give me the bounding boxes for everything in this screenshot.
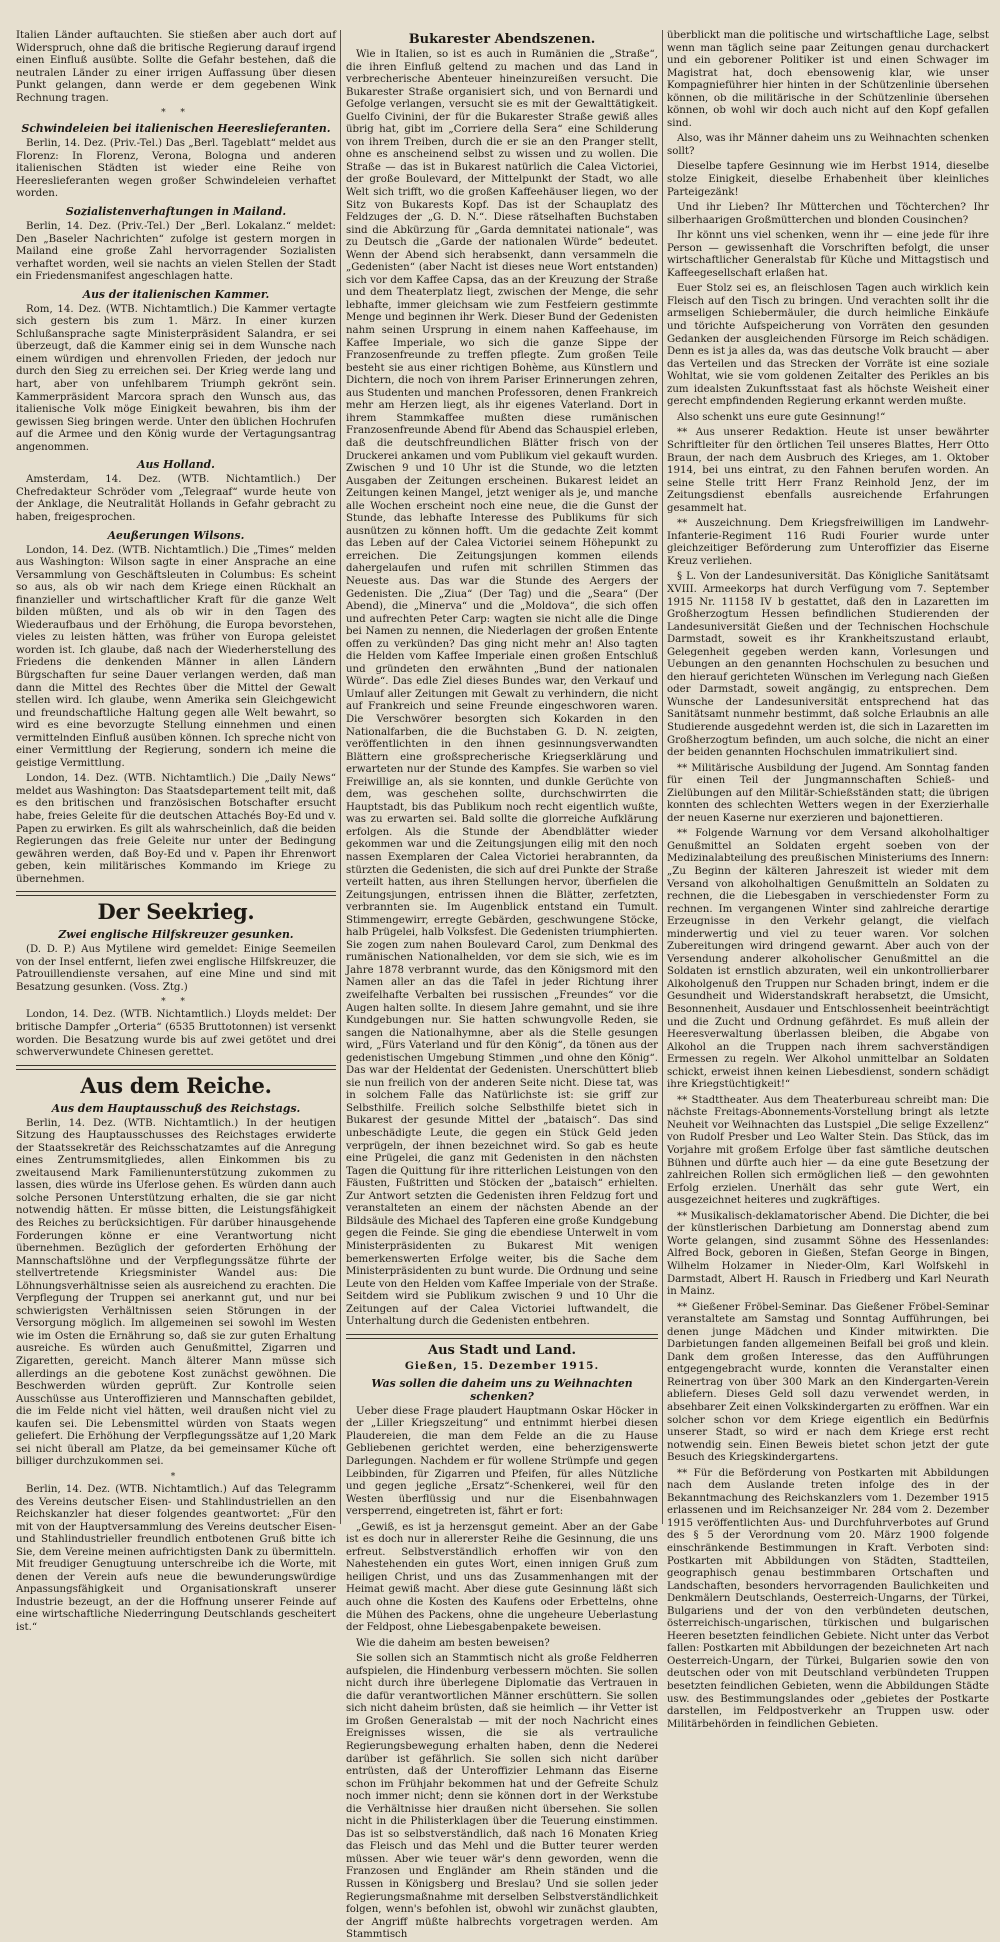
quote-paragraph: „Gewiß, es ist ja herzensgut gemeint. Aber an der Gabe ist es doch nur in allererster Reihe die Gesinnung, die uns erfreut. Selbstverständlich erhoffen wir von den Nahestehenden ein gutes Wort, einen innigen Gruß zum heiligen Christ, und uns das Zusammenhangen mit der Heimat gewiß macht. Aber diese gute Gesinnung läßt sich auch ohne die Kosten des Kaufens oder Erbettelns, ohne die Mühen des Packens, ohne die ungeheure Ueberlastung der Feldpost, ohne Liebesgabenpakete beweisen. <box>346 1521 658 1634</box>
news-item: ** Militärische Ausbildung der Jugend. Am Sonntag fanden für einen Teil der Jungmannschaften Schieß- und Zielübungen auf den Militär-Schießständen statt; die übrigen konnten des schlechten Wetters wegen in der Exerzierhalle der neuen Kaserne nur exerzieren und bajonettieren. <box>667 762 989 824</box>
article-paragraph: Italien Länder auftauchten. Sie stießen aber auch dort auf Widerspruch, ohne daß die britische Regierung darauf irgend einen Einfluß ausübte. Sollte die Gefahr bestehen, daß die neutralen Länder zu einer irrigen Auffassung über diesen Punkt gelangen, dann werde er dem gegebenen Wink Rechnung tragen. <box>16 30 336 104</box>
quote-paragraph: überblickt man die politische und wirtschaftliche Lage, selbst wenn man täglich seine paar Zeitungen genau durchackert und ein geborener Politiker ist und einen Schwager im Magistrat hat, doch ebensowenig klar, wie unser Kompagnieführer hier hinten in der Schützenlinie übersehen können, ob die militärische in der Schützenlinie übersehen können, ob wohl wir doch auch nicht auf den Kopf gefallen sind. <box>667 30 989 129</box>
section-title: Der Seekrieg. <box>97 899 255 925</box>
article-paragraph: Rom, 14. Dez. (WTB. Nichtamtlich.) Die Kammer vertagte sich gestern bis zum 1. März. In einer kurzen Schlußansprache sagte Ministerpräsident Salandra, er sei überzeugt, daß die Kammer einig sei in dem Wunsche nach einem würdigen und ehrenvollen Frieden, der jedoch nur durch den Sieg zu erreichen sei. Der Krieg werde lang und hart, aber von unfehlbarem Triumph gekrönt sein. Kammerpräsident Marcora sprach den Wunsch aus, das italienische Volk möge Einigkeit bewahren, bis ihm der gewissen Sieg bringen werde. Unter den üblichen Hochrufen auf die Armee und den König wurde der Vertagungsantrag angenommen. <box>16 303 336 453</box>
section-separator: * <box>170 1471 182 1482</box>
news-item: § L. Von der Landesuniversität. Das Königliche Sanitätsamt XVIII. Armeekorps hat durch Verfügung vom 7. September 1915 Nr. 11158 IV b gestattet, daß den in Lazaretten im Großherzogtum Hessen befindlichen Studierenden der Landesuniversität Gießen und der Technischen Hochschule Darmstadt, soweit es ihr Krankheitszustand erlaubt, Gelegenheit gegeben werden kann, Vorlesungen und Uebungen an den genannten Hochschulen zu besuchen und den hierauf gerichteten Wünschen im Verlegung nach Gießen oder Darmstadt, soweit angängig, zu entsprechen. Dem Wunsche der Landesuniversität entsprechend hat das Sanitätsamt nunmehr bestimmt, daß solche Erlaubnis an alle Studierende ausgedehnt werden ist, die sich in Lazaretten im Großherzogtum befinden, um auch solche, die nicht an einer der beiden genannten Hochschulen immatrikuliert sind. <box>667 571 989 759</box>
article-heading: Aeußerungen Wilsons. <box>107 528 245 542</box>
news-item: ** Gießener Fröbel-Seminar. Das Gießener Fröbel-Seminar veranstaltete am Samstag und Sonntag Aufführungen, bei denen junge Mädchen und Kinder mitwirkten. Die Darbietungen fanden allgemeinen Beifall bei groß und klein. Dank dem großen Interesse, das den Aufführungen entgegengebracht wurde, konnten die Veranstalter einen Reinertrag von über 300 Mark an den Kindergarten-Verein abliefern. Dieses Geld soll dazu verwendet werden, in absehbarer Zeit einen Volkskindergarten zu eröffnen. War ein solcher schon vor dem Kriege eigentlich ein Bedürfnis unserer Stadt, so wird er nach dem Kriege erst recht notwendig sein. Einen Beweis bietet schon jetzt der gute Besuch des Kriegskindergartens. <box>667 1301 989 1464</box>
article-paragraph: (D. D. P.) Aus Mytilene wird gemeldet: Einige Seemeilen von der Insel entfernt, liefen zwei englische Hilfskreuzer, die Patrouillendienste versahen, auf eine Mine und sind mit Besatzung gesunken. (Voss. Ztg.) <box>16 944 336 993</box>
section-rule <box>346 1334 658 1339</box>
news-item: ** Aus unserer Redaktion. Heute ist unser bewährter Schriftleiter für den örtlichen Teil unseres Blattes, Herr Otto Braun, der nach dem Ausbruch des Krieges, am 1. Oktober 1914, bei uns eintrat, zu den Fahnen berufen worden. An seine Stelle tritt Herr Franz Reinhold Jenz, der im Zeitungsdienst ebenfalls ausreichende Erfahrungen gesammelt hat. <box>667 427 989 514</box>
news-item: ** Für die Beförderung von Postkarten mit Abbildungen nach dem Auslande treten infolge des in der Bekanntmachung des Reichskanzlers vom 1. Dezember 1915 erlassenen und im Reichsanzeiger Nr. 284 vom 2. Dezember 1915 veröffentlichten Aus- und Durchfuhrverbotes auf Grund des § 5 der Verordnung vom 20. März 1900 folgende einschränkende Bestimmungen in Kraft. Verboten sind: Postkarten mit Abbildungen von Städten, Stadtteilen, geographisch genau bestimmbaren Ortschaften und Landschaften, besonders hervorragenden Baulichkeiten und Denkmälern Deutschlands, Oesterreich-Ungarns, der Türkei, Bulgariens und der von den verbündeten deutschen, österreichisch-ungarischen, türkischen und bulgarischen Heeren besetzten feindlichen Gebiete. Nicht unter das Verbot fallen: Postkarten mit Abbildungen der bezeichneten Art nach Oesterreich-Ungarn, der Türkei, Bulgarien sowie den von deutschen oder von mit Deutschland verbündeten Truppen besetzten feindlichen Gebieten, wenn die Abbildungen Städte usw. des Bestimmungslandes oder „gebietes der Postkarte darstellen, im Feldpostverkehr an Truppen usw. oder Militärbehörden in feindlichen Gebieten. <box>667 1467 989 1730</box>
article-heading: Aus der italienischen Kammer. <box>82 287 270 301</box>
section-separator: * * <box>161 108 191 119</box>
article-paragraph: Berlin, 14. Dez. (Priv.-Tel.) Das „Berl. Tageblatt“ meldet aus Florenz: In Florenz, Verona, Bologna und anderen italienischen Städten ist wieder eine Reihe von Heereslieferanten wegen großer Schwindeleien verhaftet worden. <box>16 138 336 200</box>
article-heading: Aus Holland. <box>137 458 215 472</box>
quote-paragraph: Und ihr Lieben? Ihr Mütterchen und Töchterchen? Ihr silberhaarigen Großmütterchen und blonden Cousinchen? <box>667 202 989 226</box>
article-paragraph: London, 14. Dez. (WTB. Nichtamtlich.) Lloyds meldet: Der britische Dampfer „Orteria“ (6535 Bruttotonnen) ist versenkt worden. Die Besatzung wurde bis auf zwei getötet und drei schwerverwundete Chinesen gerettet. <box>16 1009 336 1059</box>
article-paragraph: Wie in Italien, so ist es auch in Rumänien die „Straße“, die ihren Einfluß geltend zu machen und das Land in verbrecherische Abenteuer hineinzureißen versucht. Die Bukarester Straße organisiert sich, und von Bernardi und Gefolge verlangen, versucht sie es mit der Gewalttätigkeit. Guelfo Civinini, der für die Bukarester Straße gewiß alles übrig hat, gibt im „Corriere della Sera“ eine Schilderung von ihrem Treiben, durch die er sie an den Pranger stellt, ohne es anscheinend selbst zu wissen und zu wollen. Die Straße — das ist in Bukarest natürlich die Calea Victoriei, der große Boulevard, der Mittelpunkt der Stadt, wo alle Welt sich trifft, wo die großen Kaffeehäuser liegen, wo der Sitz von Bukarests Kopf. Das ist der Schauplatz des Feldzuges der „G. D. N.“. Diese rätselhaften Buchstaben sind die Abkürzung für „Garda demnitatei nationale“, was zu Deutsch die „Garde der nationalen Würde“ bedeutet. Wenn der Abend sich herabsenkt, dann versammeln die „Gedenisten“ (aber Nacht ist dieses neue Wort entstanden) sich vor dem Kaffee Capsa, das an der Kreuzung der Straße und dem Theaterplatz liegt, zwischen der Menge, die sehr lebhafte, immer gleichsam wie zum Festfeiern gestimmte Menge und beginnen ihr Werk. Dieser Bund der Gedenisten nahm seinen Ursprung in einem nahen Kaffeehause, im Kaffee Imperiale, wo sich die ganze Sippe der Franzosenfreunde zu treffen pflegte. Zum großen Teile besteht sie aus einer richtigen Bohème, aus Künstlern und Dichtern, die noch von ihrem Pariser Erinnerungen zehren, aus Studenten und manchen Professoren, denen Frankreich mehr am Herzen liegt, als ihr eigenes Vaterland. Dort in ihrem Stammkaffee mußten diese rumänischen Franzosenfreunde Abend für Abend das Schauspiel erleben, daß die deutschfreundlichen Blätter frisch von der Druckerei ankamen und vom Publikum viel gekauft wurden. Zwischen 9 und 10 Uhr ist die Stunde, wo die letzten Ausgaben der Zeitungen erscheinen. Bukarest leidet an Zeitungen keinen Mangel, jetzt weniger als je, und manche alle Wochen erscheint noch eine neue, die die Gunst der Stunde, das lebhafte Interesse des Publikums für sich ausnützen zu können hofft. Um die gedachte Zeit kommt das Leben auf der Calea Victoriei seinem Höhepunkt zu erreichen. Die Zeitungsjungen kommen eilends dahergelaufen und rufen mit schrillen Stimmen das Neueste aus. Das war die Stunde des Aergers der Gedenisten. Die „Ziua“ (Der Tag) und die „Seara“ (Der Abend), die „Minerva“ und die „Moldova“, die sich offen und aufrechten Peter Carp: wagten sie nicht alle die Dinge bei Namen zu nennen, die Niederlagen der großen Entente offen zu verkünden? Das ging nicht mehr an! Also tagten die Helden vom Kaffee Imperiale einen großen Entschluß und gründeten den erwähnten „Bund der nationalen Würde“. Das edle Ziel dieses Bundes war, den Verkauf und Umlauf aller Zeitungen mit Gewalt zu verhindern, die nicht auf Frankreich und seine Freunde eingeschworen waren. Die Verschwörer besorgten sich Kokarden in den Nationalfarben, die die Buchstaben G. D. N. zeigten, veröffentlichten in den ihnen gesinnungsverwandten Blättern eine großsprecherische Kriegserklärung und erwarteten nur der Stunde des Kampfes. Sie warben so viel Freiwillige an, als sie konnten, und dunkle Gerüchte von dem, was geschehen sollte, durchschwirrten die Hauptstadt, bis das Publikum noch recht eigentlich wußte, was zu erwarten sei. Bald sollte die glorreiche Aufklärung erfolgen. Als die Stunde der Abendblätter wieder gekommen war und die Zeitungsjungen eilig mit den noch nassen Exemplaren der Calea Victoriei herabrannten, da stürzten die Gedenisten, die sich auf drei Punkte der Straße verteilt hatten, aus ihren Stellungen hervor, überfielen die Zeitungsjungen, entrissen ihnen die Blätter, zerfetzten, verbrannten sie. Im Augenblick entstand ein Tumult. Stimmengewirr, erregte Gebärden, geschwungene Stöcke, halb Prügelei, halb Volksfest. Die Gedenisten triumphierten. Sie zogen zum nahen Boulevard Carol, zum Denkmal des rumänischen Nationalhelden, vor dem sie sich, wie es im Jahre 1878 verbrannt wurde, das den Königsmord mit den Namen aller an das die Tafel in jeder Richtung ihrer zweifelhafte Verbalten bei russischen „Freundes“ vor die Augen halten sollte. In diesem Jahre gemahnt, und sie ihre Kundgebungen nur. Sie hatten schwungvolle Reden, sie sangen die Nationalhymne, aber als die Stelle gesungen wird, „Fürs Vaterland und für den König“, da tönen aus der gedenistischen Umgebung Stimmen „und ohne den König“. Das war der Heldentat der Gedenisten. Unerschüttert blieb sie nun freilich von der anderen Seite nicht. Diese tat, was in solchem Falle das Natürlichste ist: sie griff zur Selbsthilfe. Freilich solche Selbsthilfe bietet sich in Bukarest der gesunde Mittel der „bataisch“. Das sind unbeschädigte Leute, die gegen ein Stück Geld jeden verprügeln, der ihnen bezeichnet wird. So gab es heute eine Prügelei, die ganz mit Gedenisten in den nächsten Tagen die Quittung für ihre ritterlichen Leistungen von den Fäusten, Fußtritten und Stöcken der „bataisch“ erhielten. Zur Antwort setzten die Gedenisten ihren Feldzug fort und veranstalteten an einem der nächsten Abende an der Bildsäule des Michael des Tapferen eine große Kundgebung gegen die Feinde. Sie ging die ebendiese Unterwelt in vom Ministerpräsidenten zu Bukarest Mit wenigen bemerkenswerten Erfolge weiter, bis die Sache dem Ministerpräsidenten zu bunt wurde. Die Ordnung und seine Leute von den Helden vom Kaffee Imperiale von der Straße. Seitdem wird sie Publikum zwischen 9 und 10 Uhr die Zeitungen auf der Calea Victoriei luftwandelt, die Unterhaltung durch die Gedenisten entbehren. <box>346 49 658 1328</box>
article-paragraph: London, 14. Dez. (WTB. Nichtamtlich.) Die „Times“ melden aus Washington: Wilson sagte in einer Ansprache an eine Versammlung von Geschäftsleuten in Columbus: Es scheint so aus, als ob wir nach dem Kriege einen Rückhalt an finanzieller und wirtschaftlicher Kraft für die ganze Welt bilden müßten, und als ob wir in den Tagen des Wiederaufbaus und der Erhöhung, die Europa bevorstehen, vieles zu leisten hätten, was früher von Europa geleistet worden ist. Ich glaube, daß nach der Wiederherstellung des Friedens die denkenden Männer in allen Ländern Bürgschaften fur seine Dauer verlangen werden, daß man dann die Mittel des Rechtes über die Mittel der Gewalt stellen wird. Ich glaube, wenn Amerika sein Gleichgewicht und freundschaftliche Haltung gegen alle Welt bewahrt, so wird es eine bevorzugte Stellung einnehmen und einen vermittelnden Einfluß ausüben können. Ich spreche nicht von einer Vermittlung der Regierung, sondern ich meine die geistige Vermittlung. <box>16 544 336 769</box>
quote-paragraph: Also, was ihr Männer daheim uns zu Weihnachten schenken sollt? <box>667 133 989 157</box>
news-item: ** Stadttheater. Aus dem Theaterbureau schreibt man: Die nächste Freitags-Abonnements-Vorstellung bringt als letzte Neuheit vor Weihnachten das Lustspiel „Die selige Exzellenz“ von Rudolf Presber und Leo Walter Stein. Das Stück, das im Vorjahre mit großem Erfolge über fast sämtliche deutschen Bühnen und dürfte auch hier — da eine gute Besetzung der zahlreichen Rollen sich ermöglichen ließ — den gewohnten Erfolg erzielen. Unerhält das sehr gute Wert, ein ausgezeichnet heiteres und zugkräftiges. <box>667 1094 989 1207</box>
news-item: ** Auszeichnung. Dem Kriegsfreiwilligen im Landwehr-Infanterie-Regiment 116 Rudi Fourier wurde unter gleichzeitiger Beförderung zum Unteroffizier das Eiserne Kreuz verliehen. <box>667 518 989 567</box>
quote-paragraph: Wie die daheim am besten beweisen? <box>356 1637 550 1649</box>
article-paragraph: Amsterdam, 14. Dez. (WTB. Nichtamtlich.) Der Chefredakteur Schröder vom „Telegraaf“ wurde heute von der Anklage, die Neutralität Hollands in Gefahr gebracht zu haben, freigesprochen. <box>16 474 336 523</box>
quote-paragraph: Dieselbe tapfere Gesinnung wie im Herbst 1914, dieselbe stolze Einigkeit, dieselbe Erhabenheit über kleinliches Parteigezänk! <box>667 161 989 198</box>
column-middle <box>346 30 658 1941</box>
quote-paragraph: Also schenkt uns eure gute Gesinnung!“ <box>677 411 886 423</box>
column-rule <box>662 30 663 1524</box>
quote-paragraph: Euer Stolz sei es, an fleischlosen Tagen auch wirklich kein Fleisch auf den Tisch zu bringen. Und verachten sollt ihr die armseligen Schiebermäuler, die durch heimliche Einkäufe und törichte Aufspeicherung von Vorräten den gesunden Gedanken der ausgleichenden Fürsorge im Reich schädigen. Denn es ist ja alles da, was das deutsche Volk braucht — aber das Verteilen und das Strecken der Vorräte ist eine soziale Wohltat, wie sie vom goldenen Zeitalter des Perikles an bis zum idealsten Zukunftsstaat fast als höchste Weisheit einer gerecht empfindenden Regierung erkannt werden mußte. <box>667 283 989 408</box>
article-heading: Schwindeleien bei italienischen Heereslieferanten. <box>21 122 331 136</box>
column-right <box>667 30 989 1730</box>
article-paragraph: Berlin, 14. Dez. (Priv.-Tel.) Der „Berl. Lokalanz.“ meldet: Den „Baseler Nachrichten“ zufolge ist gestern morgen in Mailand eine große Zahl hervorragender Sozialisten verhaftet worden, weil sie nachts an vielen Stellen der Stadt ein Friedensmanifest angeschlagen hatte. <box>16 221 336 283</box>
article-heading: Was sollen die daheim uns zu Weihnachten schenken? <box>371 1376 633 1403</box>
news-item: ** Musikalisch-deklamatorischer Abend. Die Dichter, die bei der künstlerischen Darbietung am Donnerstag abend zum Worte gelangen, sind zusammt Söhne des Hessenlandes: Alfred Bock, geboren in Gießen, Stefan George in Bingen, Wilhelm Holzamer in Nieder-Olm, Karl Wolfskehl in Darmstadt, Albert H. Rausch in Friedberg und Karl Neurath in Mainz. <box>667 1210 989 1298</box>
article-heading: Bukarester Abendszenen. <box>408 32 596 47</box>
article-paragraph: Berlin, 14. Dez. (WTB. Nichtamtlich.) In der heutigen Sitzung des Hauptausschusses des Reichstages erwiderte der Staatssekretär des Reichsschatzamtes auf die Anregung eines Zentrumsmitgliedes, allen Einkommen bis zu zweitausend Mark Familienunterstützung zukommen zu lassen, dies würde ins Uferlose gehen. Es würden dann auch solche Personen Unterstützung erhalten, die sie gar nicht notwendig hätten. Er müsse bitten, die Leistungsfähigkeit des Reiches zu berücksichtigen. Für darüber hinausgehende Forderungen könne er eine Verantwortung nicht übernehmen. Bezüglich der geforderten Erhöhung der Mannschaftslöhne und der Verpflegungssätze führte der stellvertretende Kriegsminister Wandel aus: Die Löhnungsverhältnisse seien als ausreichend zu erachten. Die Verpflegung der Truppen sei anerkannt gut, und nur bei schwierigsten Verhältnissen seien Störungen in der Versorgung möglich. Im allgemeinen sei sowohl im Westen wie im Osten die Ernährung so, daß sie zur guten Erhaltung ausreiche. Es würden auch Genußmittel, Zigarren und Zigaretten, gereicht. Manch älterer Mann müsse sich allerdings an die gebotene Kost zunächst gewöhnen. Die Beschwerden würden geprüft. Zur Kontrolle seien Ausschüsse aus Unteroffizieren und Mannschaften gebildet, die im Felde nicht viel hätten, weil draußen nicht viel zu kaufen sei. Die Lebensmittel würden von Staats wegen geliefert. Die Erhöhung der Verpflegungssätze auf 1,20 Mark sei nicht überall am Platze, da bei gemeinsamer Küche oft billiger durchzukommen sei. <box>16 1117 336 1468</box>
article-paragraph: Ueber diese Frage plaudert Hauptmann Oskar Höcker in der „Liller Kriegszeitung“ und entnimmt hierbei diesen Plaudereien, die man dem Felde an die zu Hause Gebliebenen gerichtet werden, eine beherzigenswerte Darlegungen. Nachdem er für wollene Strümpfe und gegen Leibbinden, für Zigarren und Pfeifen, für alles Nützliche und gegen jegliche „Ersatz“-Schenkerei, weil für den Westen überflüssig und nur die Eisenbahnwagen versperrend, eingetreten ist, fährt er fort: <box>346 1405 658 1518</box>
article-paragraph: Berlin, 14. Dez. (WTB. Nichtamtlich.) Auf das Telegramm des Vereins deutscher Eisen- und Stahlindustriellen an den Reichskanzler hat dieser folgendes geantwortet: „Für den mit von der Hauptversammlung des Vereins deutscher Eisen- und Stahlindustrieller freundlich entbotenen Gruß bitte ich Sie, dem Vereine meinen aufrichtigsten Dank zu übermitteln. Mit freudiger Genugtuung unterschreibe ich die Worte, mit denen der Verein aufs neue die bewunderungswürdige Anpassungsfähigkeit und Organisationskraft unserer Industrie bezeugt, an der die Hoffnung unserer Feinde auf eine wirtschaftliche Niederringung Deutschlands gescheitert ist.“ <box>16 1483 336 1633</box>
news-item: ** Folgende Warnung vor dem Versand alkoholhaltiger Genußmittel an Soldaten ergeht soeben von der Medizinalabteilung des preußischen Ministeriums des Innern: „Zu Beginn der kälteren Jahreszeit ist wieder mit dem Versand von alkoholhaltigen Genußmitteln an Soldaten zu rechnen, die die Liebesgaben in verschiedenster Form zu rechnen. Im vergangenen Winter sind zahlreiche derartige Erzeugnisse in den Verkehr gelangt, die vielfach minderwertig und viel zu teuer waren. Vor solchen Zubereitungen wird dringend gewarnt. Aber auch von der Versendung anderer alkoholischer Genußmittel an die Soldaten ist ernstlich abzuraten, weil ein unkontrollierbarer Alkoholgenuß den Truppen nur Schaden bringt, indem er die Gesundheit und Widerstandskraft herabsetzt, die Umsicht, Besonnenheit, Ausdauer und Entschlossenheit beeinträchtigt und die Zucht und Ordnung gefährdet. Es muß allein der Heeresverwaltung überlassen bleiben, die Abgabe von Alkohol an die Truppen nach ihrem sachverständigen Ermessen zu regeln. Wer Alkohol unmittelbar an Soldaten schickt, erweist ihnen keinen Liebesdienst, sondern schädigt ihre Kriegstüchtigkeit!“ <box>667 828 989 1091</box>
section-title: Aus dem Reiche. <box>80 1072 272 1098</box>
article-heading: Aus dem Hauptausschuß des Reichstags. <box>51 1101 301 1115</box>
section-separator: * * <box>161 997 191 1008</box>
article-heading: Sozialistenverhaftungen in Mailand. <box>65 205 287 219</box>
section-rule <box>16 891 336 896</box>
column-rule <box>340 30 341 1524</box>
section-rule <box>16 1065 336 1070</box>
quote-paragraph: Sie sollen sich an Stammtisch nicht als große Feldherren aufspielen, die Hindenburg verbessern möchten. Sie sollen nicht durch ihre überlegene Diplomatie das Vertrauen in die dafür verantwortlichen Männer erschüttern. Sie sollen sich nicht daheim brüsten, daß sie heimlich — ihr Vetter ist im Großen Generalstab — mit der noch Nachricht eines Ereignisses wissen, die sie als vertrauliche Regierungsbewegung erhalten haben, denn die Nederei darüber ist gefährlich. Sie sollen sich nicht darüber entrüsten, daß der Unteroffizier Lehmann das Eiserne schon im Frühjahr bekommen hat und der Gefreite Schulz noch immer nicht; denn sie können dort in der Werkstube die Verhältnisse hier draußen nicht übersehen. Sie sollen nicht in die Philisterklagen über die Teuerung einstimmen. Das ist so selbstverständlich, daß nach 16 Monaten Krieg das Fleisch und das Mehl und die Butter teurer werden müssen. Aber wie teuer wär's denn geworden, wenn die Franzosen und Engländer am Rhein ständen und die Russen in Königsberg und Breslau? Und sie sollen jeder Regierungsmaßnahme mit derselben Selbstverständlichkeit folgen, wenn's befohlen ist, obwohl wir zunächst glaubten, der Angriff müßte halbrechts vorgetragen werden. Am Stammtisch <box>346 1653 658 1941</box>
section-title: Aus Stadt und Land. <box>428 1342 576 1358</box>
dateline: Gießen, 15. Dezember 1915. <box>404 1359 600 1372</box>
quote-paragraph: Ihr könnt uns viel schenken, wenn ihr — eine jede für ihre Person — gewissenhaft die Vorschriften befolgt, die unser wirtschaftlicher Generalstab für Küche und Mittagstisch und Kaffeegesellschaft erlaßen hat. <box>667 230 989 279</box>
column-left <box>16 30 336 1633</box>
article-paragraph: London, 14. Dez. (WTB. Nichtamtlich.) Die „Daily News“ meldet aus Washington: Das Staatsdepartement teilt mit, daß es den britischen und französischen Botschafter ersucht habe, freies Geleite für die deutschen Attachés Boy-Ed und v. Papen zu erwirken. Es gilt als wahrscheinlich, daß die beiden Regierungen das freie Geleite nur unter der Bedingung gewähren werden, daß Boy-Ed und v. Papen ihr Ehrenwort geben, kein militärisches Kommando im Kriege zu übernehmen. <box>16 773 336 885</box>
article-heading: Zwei englische Hilfskreuzer gesunken. <box>58 928 294 942</box>
